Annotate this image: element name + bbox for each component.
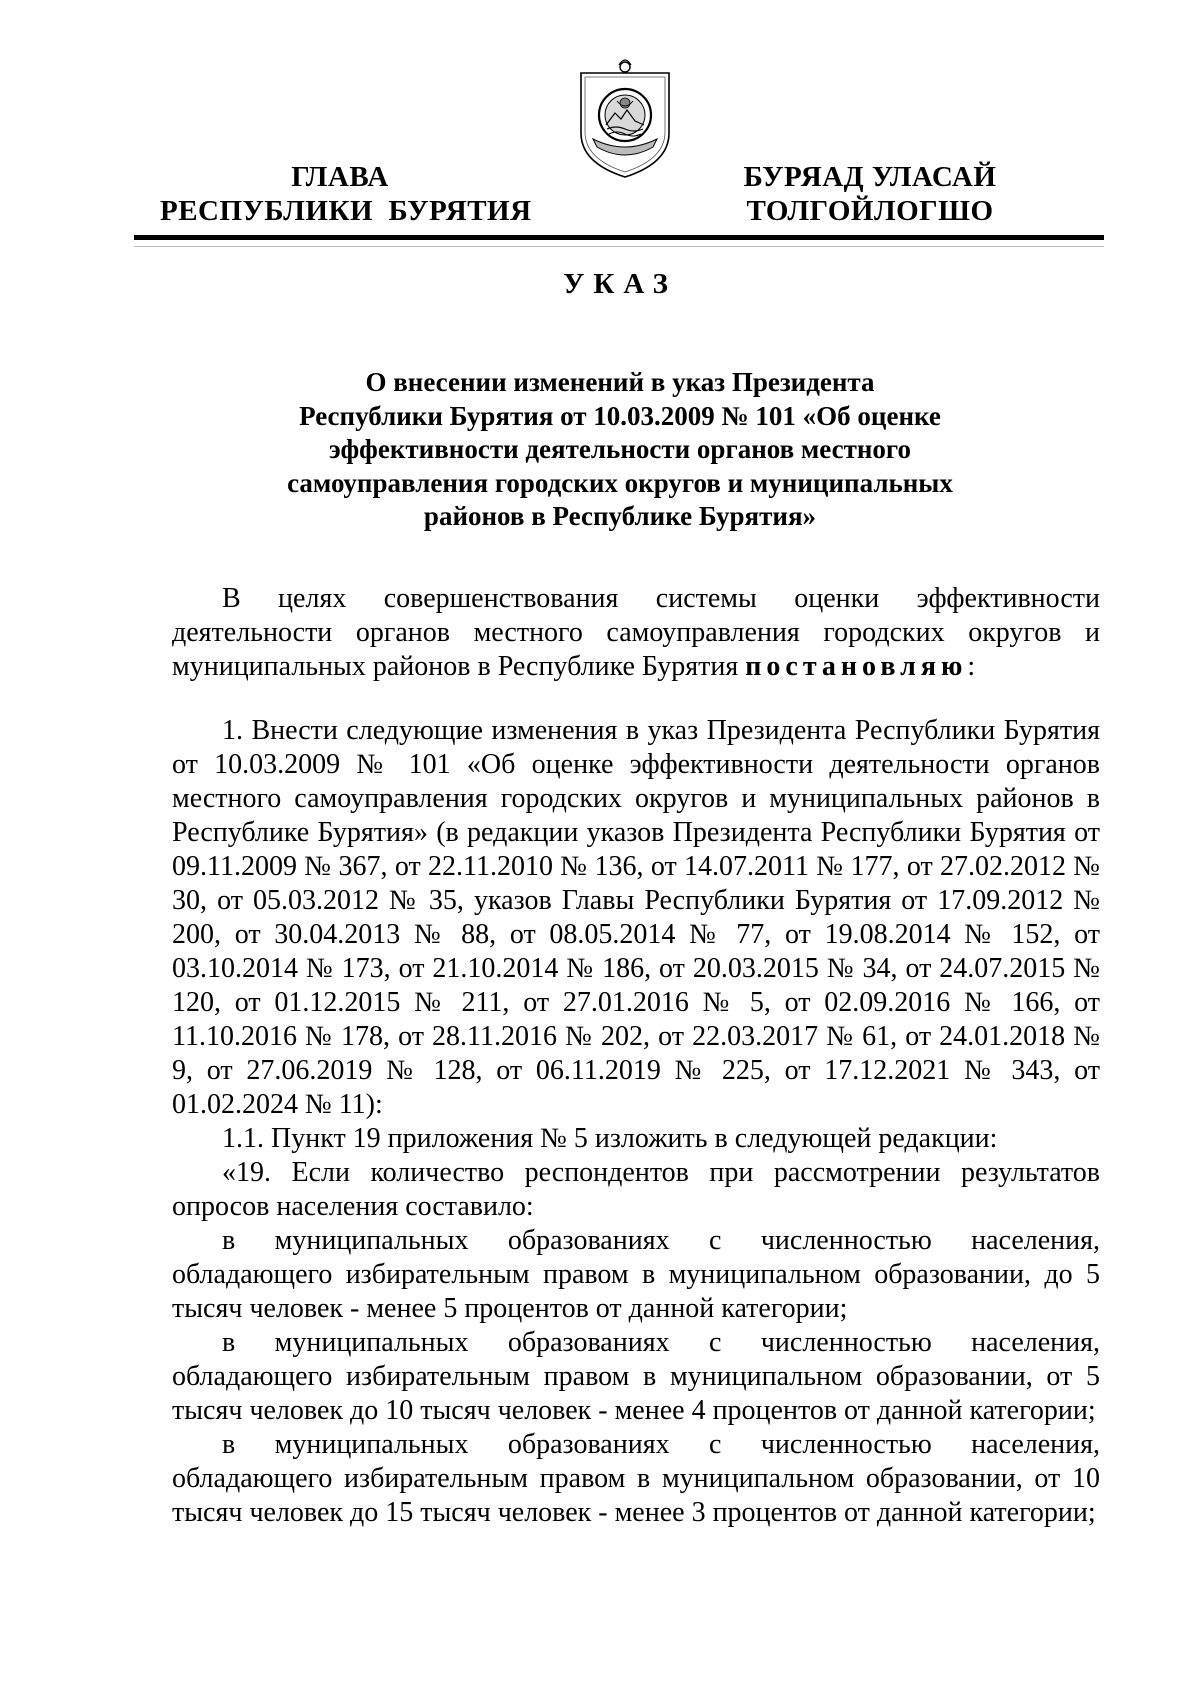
preamble-keyword: постановляю — [745, 651, 968, 682]
item-1-1-paragraph: 1.1. Пункт 19 приложения № 5 изложить в следующей редакции: — [222, 1123, 998, 1154]
header-divider-thin — [134, 246, 1104, 247]
issuer-line-2: РЕСПУБЛИКИ БУРЯТИЯ — [160, 195, 532, 227]
preamble-paragraph — [172, 582, 1100, 684]
title-line-3: эффективности деятельности органов местного — [328, 434, 912, 464]
issuer-block-buryat — [710, 160, 1030, 228]
document-body — [172, 582, 1100, 1530]
issuer-block-russian — [160, 160, 532, 228]
issuer-line-1: ГЛАВА — [291, 161, 389, 193]
point-19-condition-a: в муниципальных образованиях с численностью населения, обладающего избирательным правом в муниципальном образовании, до 5 тысяч человек - менее 5 процентов от данной категории; — [172, 1225, 1100, 1324]
title-line-4: самоуправления городских округов и муниципальных — [287, 467, 953, 498]
issuer-buryat-line-1: БУРЯАД УЛАСАЙ — [743, 161, 997, 193]
preamble-text: В целях совершенствования системы оценки эффективности деятельности органов местного самоуправления городских округов и муниципальных районов в Республике Бурятия — [172, 583, 1100, 682]
issuer-buryat-line-2: ТОЛГОЙЛОГШО — [746, 195, 994, 227]
header-divider-thick — [134, 235, 1104, 240]
buryatia-coat-of-arms-icon — [575, 55, 675, 180]
point-19-condition-b: в муниципальных образованиях с численностью населения, обладающего избирательным правом в муниципальном образовании, от 5 тысяч человек до 10 тысяч человек - менее 4 процентов от данной категории; — [172, 1327, 1100, 1426]
item-1-paragraph: 1. Внести следующие изменения в указ Президента Республики Бурятия от 10.03.2009 № 101 «Об оценке эффективности деятельности органов местного самоуправления городских округов и муниципальных районов в Республике Бурятия» (в редакции указов Президента Республики Бурятия от 09.11.2009 № 367, от 22.11.2010 № 136, от 14.07.2011 № 177, от 27.02.2012 № 30, от 05.03.2012 № 35, указов Главы Республики Бурятия от 17.09.2012 № 200, от 30.04.2013 № 88, от 08.05.2014 № 77, от 19.08.2014 № 152, от 03.10.2014 № 173, от 21.10.2014 № 186, от 20.03.2015 № 34, от 24.07.2015 № 120, от 01.12.2015 № 211, от 27.01.2016 № 5, от 02.09.2016 № 166, от 11.10.2016 № 178, от 28.11.2016 № 202, от 22.03.2017 № 61, от 24.01.2018 № 9, от 27.06.2019 № 128, от 06.11.2019 № 225, от 17.12.2021 № 343, от 01.02.2024 № 11): — [172, 715, 1100, 1120]
preamble-end: : — [967, 651, 976, 682]
document-type: УКАЗ — [563, 268, 677, 300]
title-line-5: районов в Республике Бурятия» — [423, 501, 817, 531]
point-19-condition-c: в муниципальных образованиях с численностью населения, обладающего избирательным правом в муниципальном образовании, от 10 тысяч человек до 15 тысяч человек - менее 3 процентов от данной категории; — [172, 1429, 1100, 1528]
point-19-paragraph: «19. Если количество респондентов при рассмотрении результатов опросов населения составило: — [172, 1157, 1100, 1222]
document-title — [230, 366, 1010, 534]
title-line-1: О внесении изменений в указ Президента — [365, 367, 875, 397]
title-line-2: Республики Бурятия от 10.03.2009 № 101 «Об оценке — [299, 400, 941, 431]
